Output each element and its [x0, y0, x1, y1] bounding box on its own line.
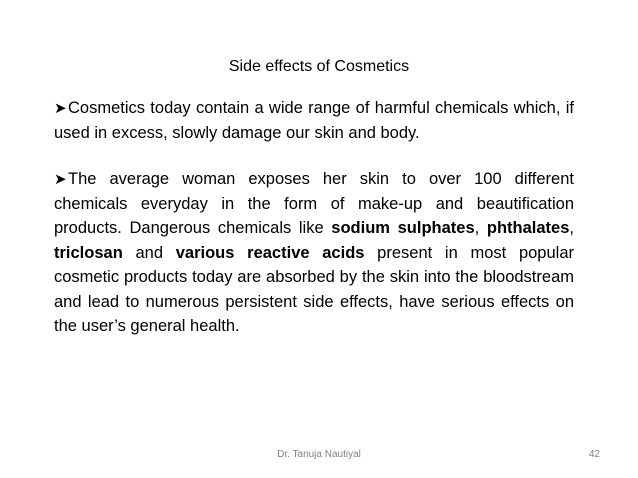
paragraph-2-text-1: The average woman exposes her skin to over 100 different chemicals everyday in the form of make-up and beautification products. Dangerous chemicals like — [54, 170, 574, 237]
slide-content — [54, 96, 574, 339]
paragraph-1-text: Cosmetics today contain a wide range of harmful chemicals which, if used in excess, slowly damage our skin and body. — [54, 99, 574, 142]
arrow-bullet-icon: ➤ — [54, 100, 67, 117]
chemical-sodium-sulphates: sodium sulphates — [331, 219, 475, 237]
arrow-bullet-icon: ➤ — [54, 171, 67, 188]
footer-author: Dr. Tanuja Nautiyal — [277, 449, 361, 460]
paragraph-2-separator-1: , — [474, 219, 487, 237]
paragraph-2-separator-2: , — [569, 219, 574, 237]
slide-title: Side effects of Cosmetics — [228, 58, 410, 75]
page-number: 42 — [588, 449, 600, 460]
bullet-paragraph-1 — [54, 96, 574, 145]
chemical-triclosan: triclosan — [54, 243, 123, 262]
paragraph-2-text-2: present in most popular cosmetic products today are absorbed by the skin into the bloodstream and lead to numerous persistent side effects, have serious effects on the user’s general health. — [54, 243, 574, 335]
paragraph-2-connector: and — [122, 243, 176, 262]
chemical-reactive-acids: various reactive acids — [175, 243, 365, 262]
chemical-phthalates: phthalates — [486, 219, 570, 237]
bullet-paragraph-2 — [54, 167, 574, 339]
